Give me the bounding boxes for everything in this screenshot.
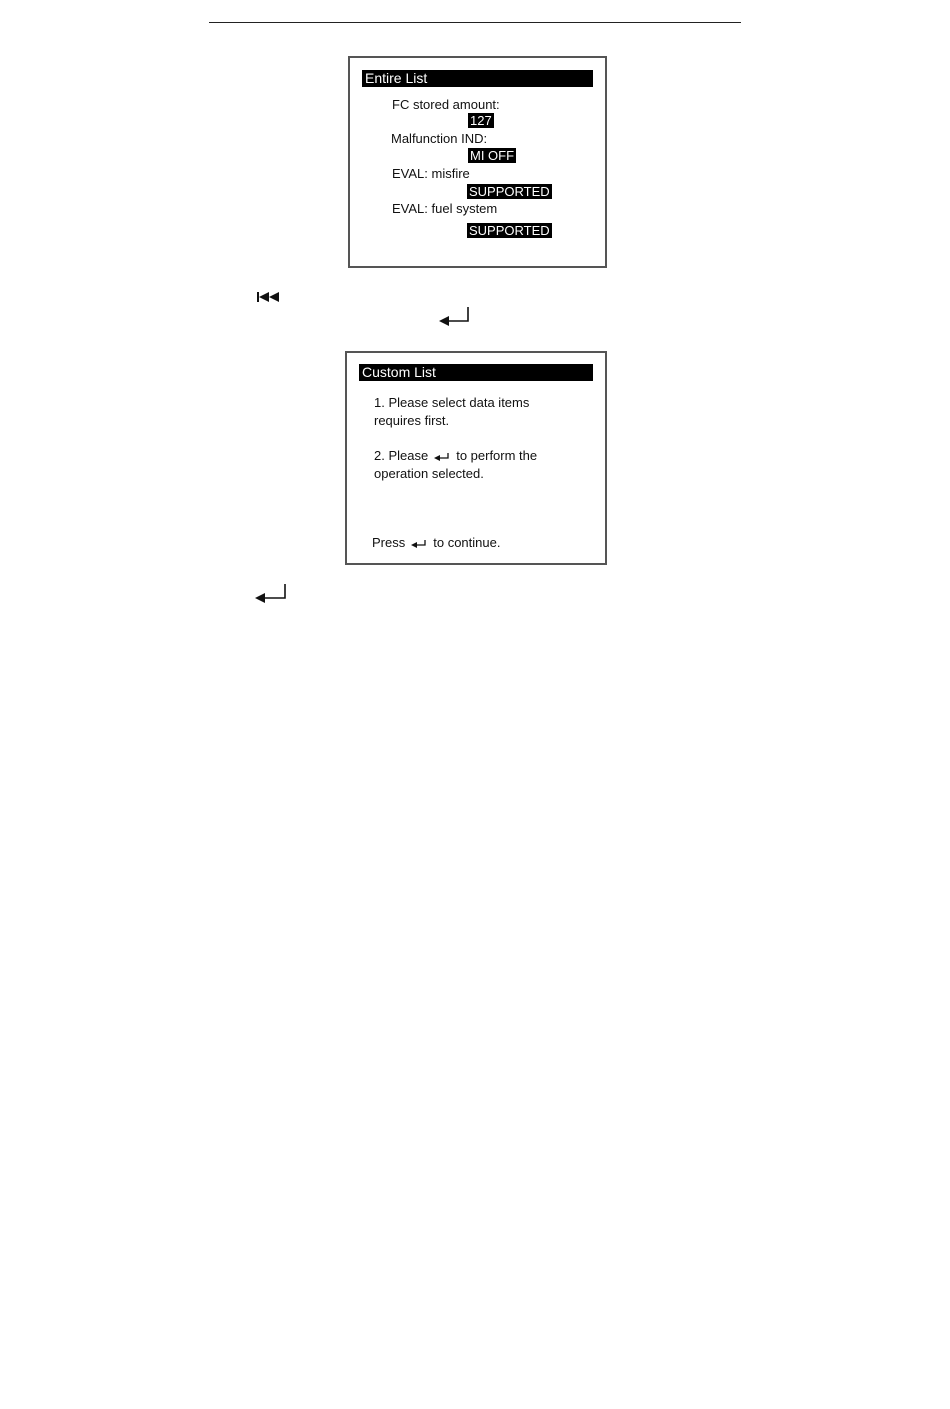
eval-misfire-label: EVAL: misfire — [392, 166, 470, 181]
malfunction-ind-label: Malfunction IND: — [391, 131, 488, 146]
step1-line1: 1. Please select data items — [374, 395, 530, 410]
screen-title: Custom List — [359, 364, 593, 381]
eval-misfire-value: SUPPORTED — [469, 184, 550, 199]
custom-list-screen — [345, 351, 607, 565]
enter-key-icon — [255, 583, 287, 610]
enter-key-icon — [411, 539, 427, 549]
eval-fuel-system-value: SUPPORTED — [469, 223, 550, 238]
step2-prefix: 2. Please — [374, 448, 429, 463]
skip-back-icon — [257, 289, 283, 307]
enter-key-icon — [434, 452, 450, 462]
continue-line — [372, 534, 500, 552]
fc-stored-amount-value: 127 — [470, 113, 492, 128]
screen-title: Entire List — [362, 70, 593, 87]
step2-line1 — [374, 447, 537, 465]
eval-fuel-system-label: EVAL: fuel system — [392, 201, 498, 216]
enter-key-icon — [439, 306, 471, 333]
header-rule — [209, 22, 741, 23]
continue-prefix: Press — [372, 535, 406, 550]
entire-list-screen — [348, 56, 607, 268]
step2-line2: operation selected. — [374, 466, 484, 481]
step2-suffix: to perform the — [456, 448, 538, 463]
step1-line2: requires first. — [374, 413, 450, 428]
malfunction-ind-value: MI OFF — [470, 148, 515, 163]
fc-stored-amount-label: FC stored amount: — [392, 97, 500, 112]
continue-suffix: to continue. — [433, 535, 501, 550]
